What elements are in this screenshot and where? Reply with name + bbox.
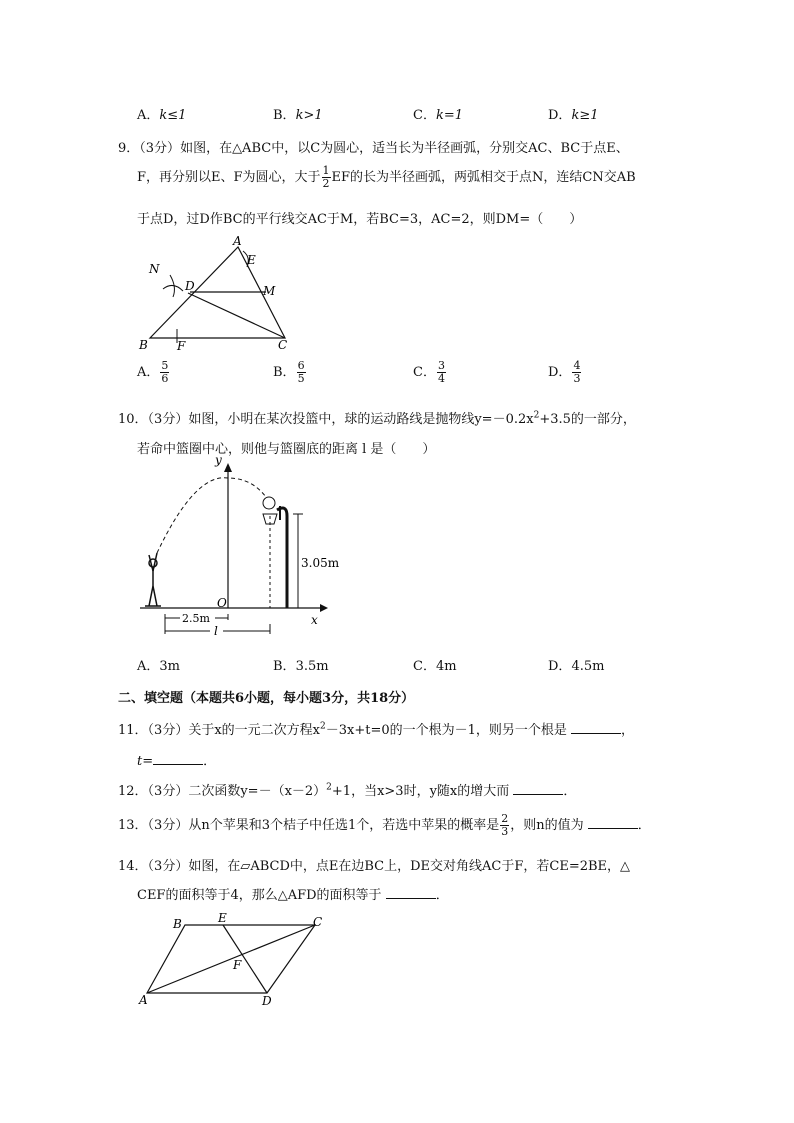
q9-option-b: B． $\frac{6}{5}$ — [273, 359, 305, 385]
q13-fraction: $\frac{2}{3}$ — [501, 812, 509, 838]
q9-option-a: A． $\frac{5}{6}$ — [137, 359, 169, 385]
answer-blank[interactable] — [571, 721, 621, 734]
q10-option-a: A．3m — [137, 659, 180, 674]
q9-line3: 于点D，过D作BC的平行线交AC于M，若BC=3，AC=2，则DM=（ ） — [137, 212, 583, 227]
answer-blank[interactable] — [153, 752, 203, 765]
label-b: B — [139, 338, 148, 352]
label-y: y — [215, 453, 222, 467]
q9-line2: F，再分别以E、F为圆心，大于 $\frac{1}{2}$ EF的长为半径画弧，两弧相交于点N，连结CN交AB — [137, 164, 636, 190]
label-d: D — [185, 279, 195, 293]
q8-option-b: B．k>1 — [273, 108, 323, 123]
q10-option-d: D．4.5m — [548, 659, 605, 674]
q14-line2: CEF的面积等于4，那么△AFD的面积等于 ． — [137, 888, 449, 903]
hoop-pole — [277, 508, 287, 608]
q9-figure — [135, 233, 305, 353]
label-f: F — [177, 339, 186, 353]
q9-option-d: D． $\frac{4}{3}$ — [548, 359, 581, 385]
q13-line: 13．（3分）从n个苹果和3个桔子中任选1个，若选中苹果的概率是 $\frac{2}{3}$ ，则n的值为 ． — [118, 812, 651, 838]
ball-trajectory — [157, 478, 270, 553]
label-l: l — [214, 624, 218, 638]
q10-figure — [135, 453, 340, 643]
q12-line: 12．（3分）二次函数$y=-(x-2)^2+1$，当x>3时，y随x的增大而 ． — [118, 782, 577, 799]
answer-blank[interactable] — [588, 816, 638, 829]
label-x: x — [311, 613, 318, 627]
label-d: D — [262, 994, 272, 1008]
q11-line1: 11．（3分）关于x的一元二次方程$x^2-3x+t=0$的一个根为－1，则另一个根是 ， — [118, 721, 635, 738]
label-a: A — [233, 234, 242, 248]
q14-figure — [135, 910, 335, 1010]
basketball — [263, 497, 275, 509]
q9-fraction: $\frac{1}{2}$ — [322, 164, 330, 190]
answer-blank[interactable] — [386, 886, 436, 899]
q11-line2: t= ． — [137, 754, 217, 769]
x-axis-arrow — [320, 604, 328, 612]
q9-line1: 9．（3分）如图，在△ABC中，以C为圆心，适当长为半径画弧，分别交AC、BC于点E、 — [118, 141, 629, 156]
segment-cn — [188, 293, 285, 338]
y-axis-arrow — [224, 463, 232, 472]
q8-option-d: D．k≥1 — [548, 108, 599, 123]
q8-option-a: A．k≤1 — [137, 108, 187, 123]
label-e: E — [247, 253, 256, 267]
label-m: M — [263, 284, 276, 298]
label-origin: O — [217, 596, 227, 610]
label-2-5m: 2.5m — [182, 612, 210, 625]
q10-line1: 10．（3分）如图，小明在某次投篮中，球的运动路线是抛物线$y=-0.2x^2+3.5$的一部分， — [118, 410, 636, 427]
label-c: C — [278, 338, 288, 352]
q10-option-b: B．3.5m — [273, 659, 329, 674]
q14-line1: 14．（3分）如图，在▱ABCD中，点E在边BC上，DE交对角线AC于F，若CE=2BE，△ — [118, 859, 631, 874]
q10-line2: 若命中篮圈中心，则他与篮圈底的距离 l 是（ ） — [137, 442, 436, 457]
label-c: C — [313, 915, 323, 929]
label-a: A — [139, 993, 148, 1007]
label-f: F — [233, 958, 242, 972]
diagonal-ac — [147, 925, 315, 993]
answer-blank[interactable] — [513, 782, 563, 795]
player-figure — [145, 553, 161, 606]
label-height: 3.05m — [301, 556, 340, 570]
section-heading: 二、填空题（本题共6小题，每小题3分，共18分） — [118, 691, 415, 706]
label-n: N — [149, 262, 160, 276]
label-b: B — [173, 917, 182, 931]
label-e: E — [218, 911, 227, 925]
arc-n-2 — [163, 285, 183, 291]
q8-option-c: C．k=1 — [413, 108, 463, 123]
q9-option-c: C． $\frac{3}{4}$ — [413, 359, 445, 385]
q10-option-c: C．4m — [413, 659, 457, 674]
